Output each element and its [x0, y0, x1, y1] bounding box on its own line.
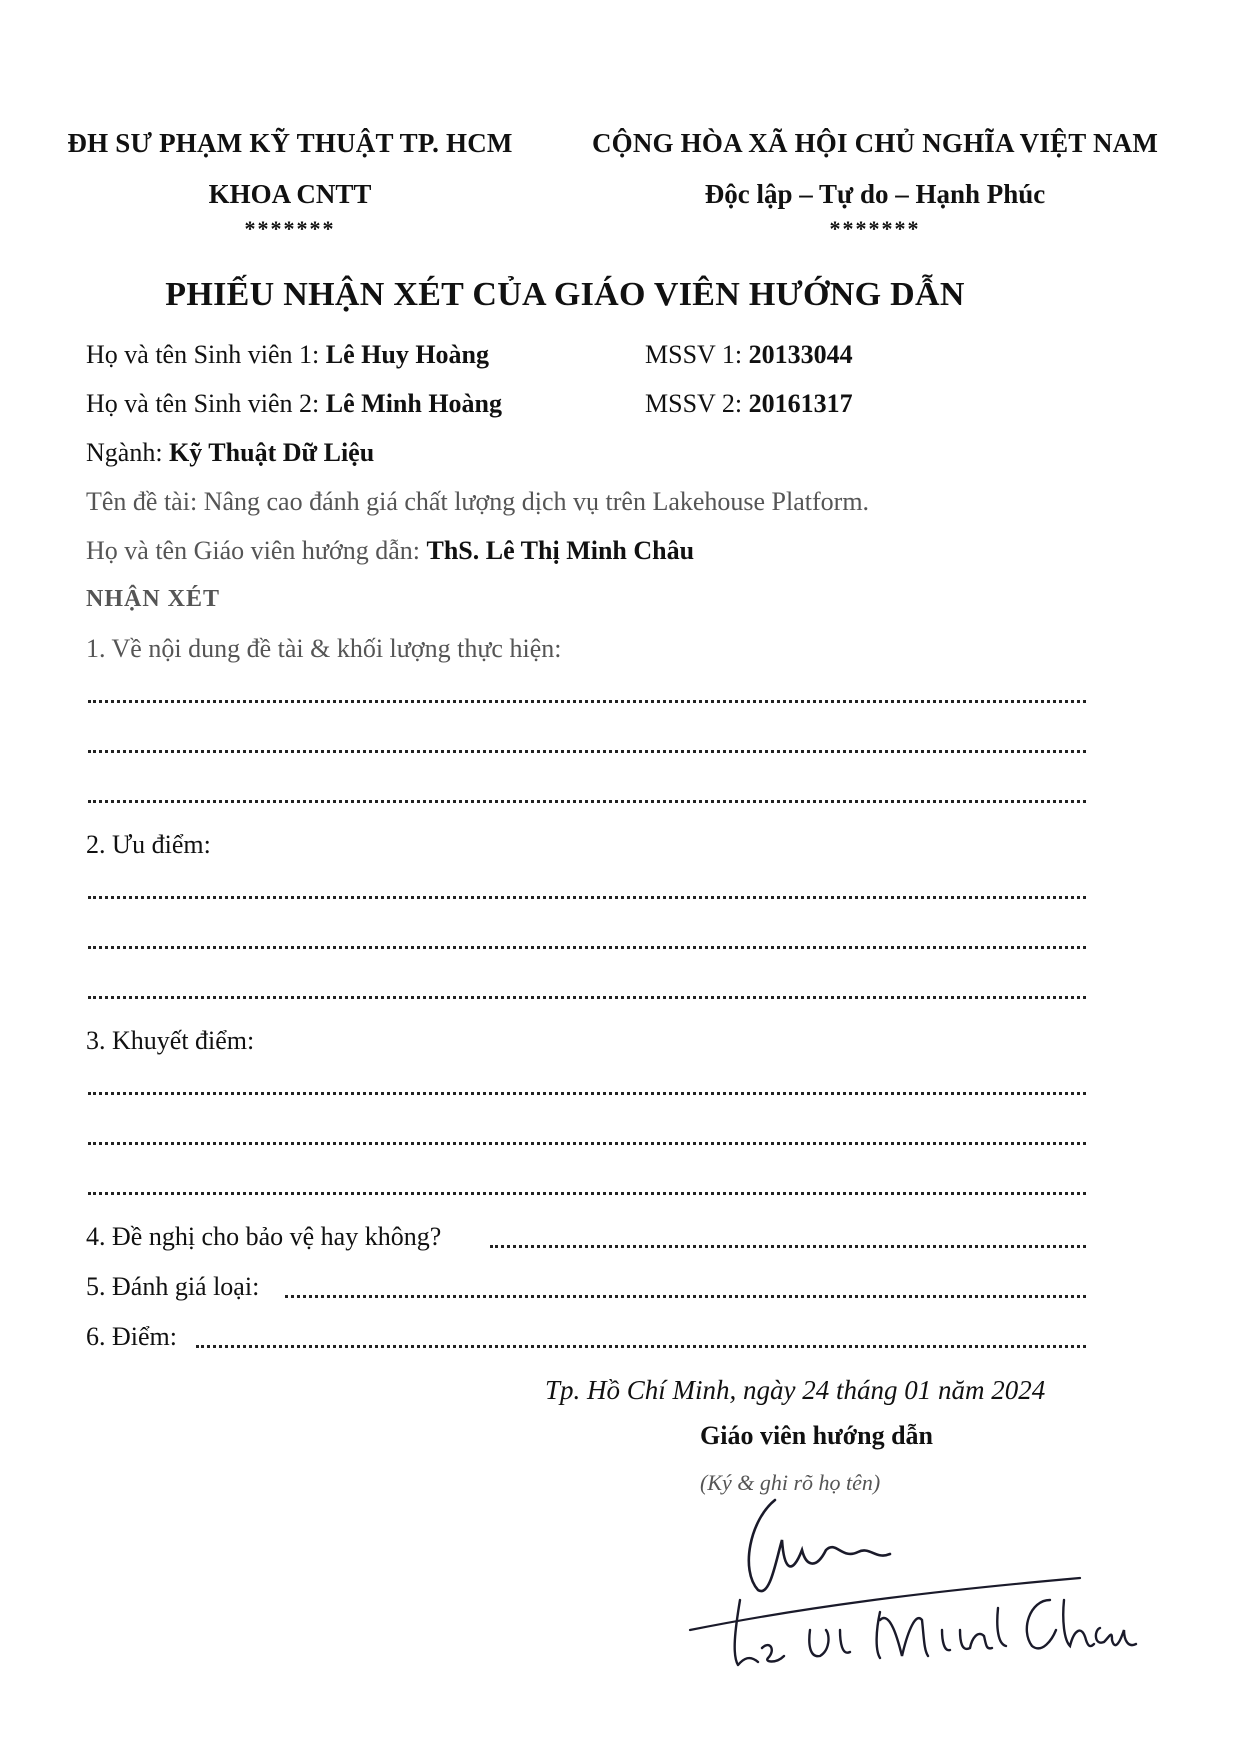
national-header: [560, 128, 1190, 242]
mssv1-value: 20133044: [748, 340, 853, 369]
major-label: Ngành:: [86, 438, 170, 467]
comments-heading: NHẬN XÉT: [86, 586, 221, 612]
topic-line: [86, 487, 869, 517]
advisor-value: ThS. Lê Thị Minh Châu: [426, 536, 695, 565]
major-value: Kỹ Thuật Dữ Liệu: [169, 438, 375, 467]
country-name: CỘNG HÒA XÃ HỘI CHỦ NGHĨA VIỆT NAM: [591, 128, 1159, 158]
mssv1-label: MSSV 1:: [645, 340, 749, 369]
date-line: Tp. Hồ Chí Minh, ngày 24 tháng 01 năm 2024: [545, 1375, 1046, 1405]
question-grade: 5. Đánh giá loại:: [86, 1272, 260, 1301]
mssv2-value: 20161317: [748, 389, 853, 418]
question-strengths: 2. Ưu điểm:: [86, 830, 211, 859]
left-stars: *******: [244, 216, 336, 241]
advisor-line: [86, 536, 694, 566]
student1-name: Lê Huy Hoàng: [325, 340, 490, 369]
handwritten-signature: [680, 1480, 1160, 1680]
weaknesses-answer-line-3[interactable]: [88, 1192, 1086, 1195]
form-title: PHIẾU NHẬN XÉT CỦA GIÁO VIÊN HƯỚNG DẪN: [165, 276, 965, 313]
strengths-answer-line-1[interactable]: [88, 896, 1086, 899]
university-name: ĐH SƯ PHẠM KỸ THUẬT TP. HCM: [67, 128, 513, 158]
weaknesses-answer-line-2[interactable]: [88, 1142, 1086, 1145]
advisor-label: Họ và tên Giáo viên hướng dẫn:: [86, 536, 427, 565]
strengths-answer-line-3[interactable]: [88, 996, 1086, 999]
topic-value: Nâng cao đánh giá chất lượng dịch vụ trên Lakehouse Platform.: [203, 487, 870, 516]
question-defense: 4. Đề nghị cho bảo vệ hay không?: [86, 1222, 442, 1251]
question-content: 1. Về nội dung đề tài & khối lượng thực hiện:: [86, 634, 562, 663]
question-weaknesses: 3. Khuyết điểm:: [86, 1026, 255, 1055]
mssv1-line: [645, 340, 853, 370]
sign-note: (Ký & ghi rõ họ tên): [700, 1470, 881, 1495]
student2-label: Họ và tên Sinh viên 2:: [86, 389, 326, 418]
student1-label: Họ và tên Sinh viên 1:: [86, 340, 326, 369]
right-stars: *******: [829, 216, 921, 241]
advisor-role: Giáo viên hướng dẫn: [700, 1421, 934, 1450]
faculty-name: KHOA CNTT: [208, 179, 372, 209]
grade-answer-line[interactable]: [285, 1295, 1086, 1298]
student1-line: [86, 340, 489, 370]
topic-label: Tên đề tài:: [86, 487, 204, 516]
national-motto: Độc lập – Tự do – Hạnh Phúc: [704, 179, 1046, 209]
content-answer-line-3[interactable]: [88, 800, 1086, 803]
weaknesses-answer-line-1[interactable]: [88, 1092, 1086, 1095]
university-header: [50, 128, 530, 242]
defense-answer-line[interactable]: [490, 1245, 1086, 1248]
mssv2-line: [645, 389, 853, 419]
strengths-answer-line-2[interactable]: [88, 946, 1086, 949]
question-score: 6. Điểm:: [86, 1322, 177, 1351]
student2-name: Lê Minh Hoàng: [325, 389, 503, 418]
content-answer-line-2[interactable]: [88, 750, 1086, 753]
major-line: [86, 438, 374, 468]
student2-line: [86, 389, 502, 419]
score-answer-line[interactable]: [196, 1345, 1086, 1348]
mssv2-label: MSSV 2:: [645, 389, 749, 418]
content-answer-line-1[interactable]: [88, 700, 1086, 703]
